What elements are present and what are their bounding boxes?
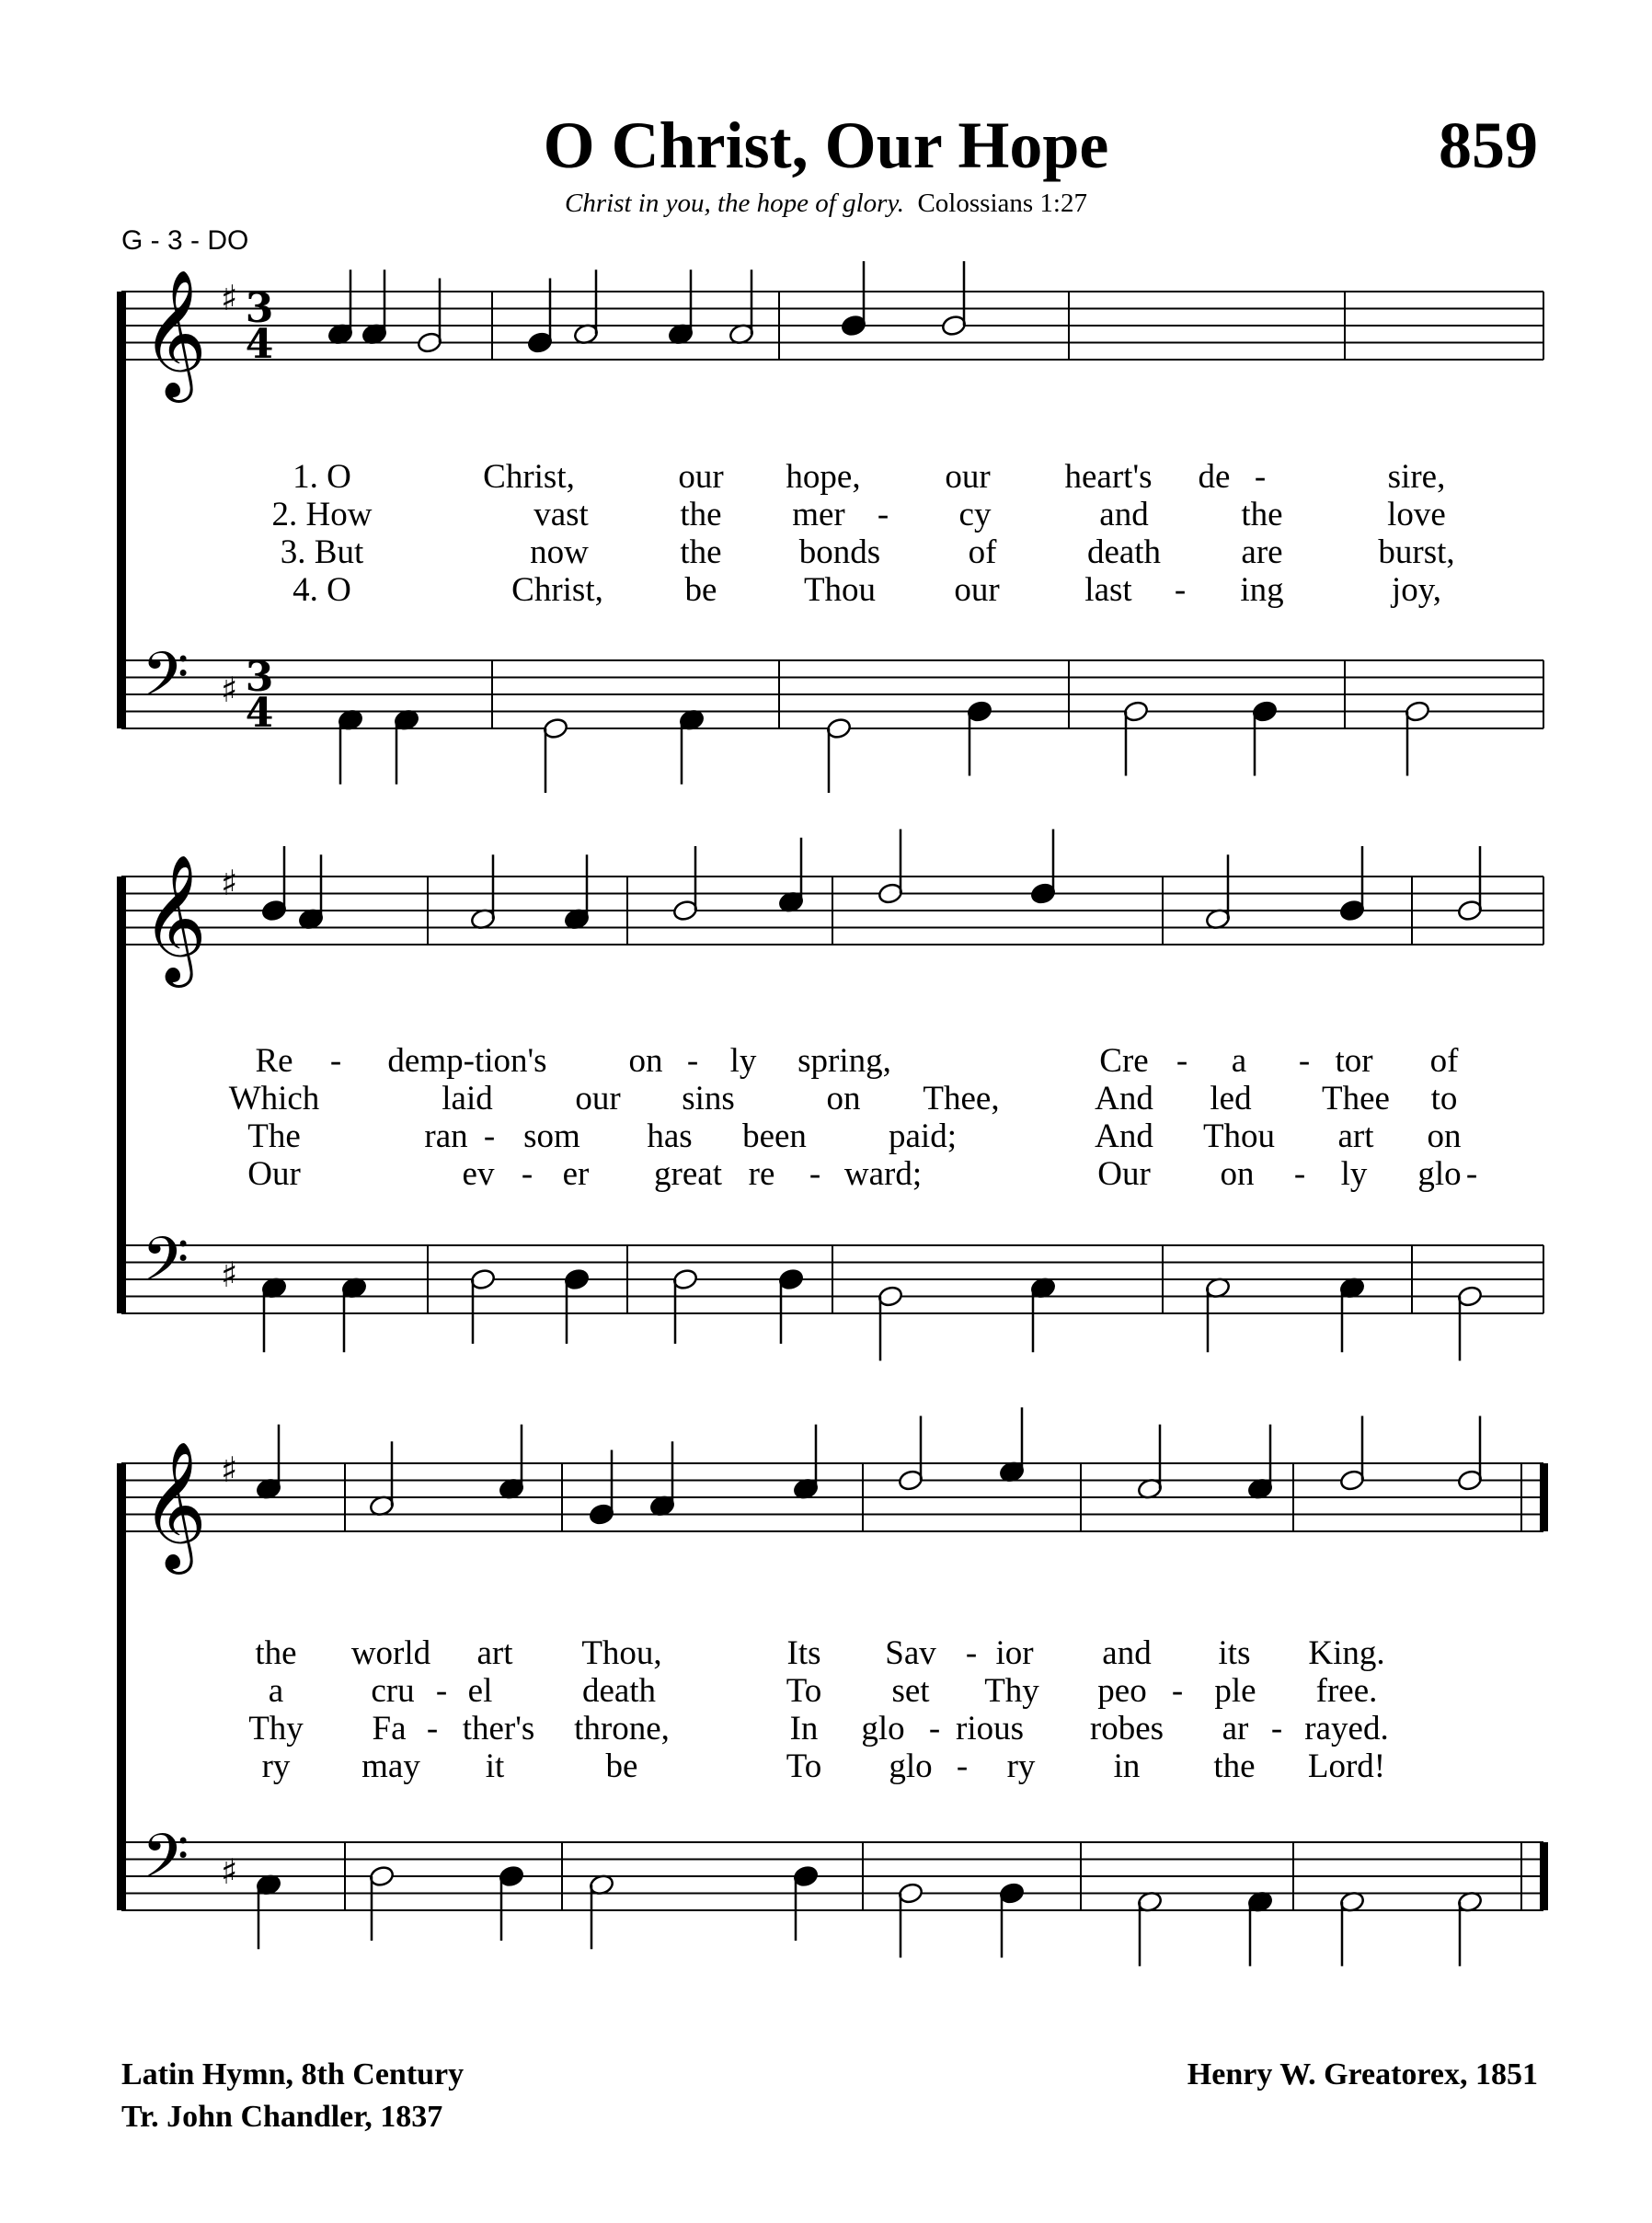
lyric-syllable: world xyxy=(350,1634,431,1672)
lyric-syllable: Thou xyxy=(1202,1117,1276,1155)
lyric-syllable: throne, xyxy=(574,1710,670,1747)
lyric-syllable: 4. O xyxy=(293,571,351,609)
lyric-syllable: - xyxy=(686,1042,699,1080)
lyric-syllable: a xyxy=(268,1672,284,1710)
music-credit: Henry W. Greatorex, 1851 xyxy=(1187,2057,1538,2091)
lyric-syllable: - xyxy=(1465,1155,1478,1193)
lyric-syllable: ward; xyxy=(843,1155,923,1193)
treble-clef-icon: 𝄞 xyxy=(142,854,207,982)
lyric-syllable: Fa xyxy=(372,1710,407,1747)
lyric-syllable: on xyxy=(628,1042,663,1080)
lyric-syllable: great xyxy=(654,1155,722,1193)
lyric-syllable: rayed. xyxy=(1304,1710,1389,1747)
lyric-syllable: ple xyxy=(1214,1672,1256,1710)
lyric-syllable: vast xyxy=(533,496,589,533)
lyric-syllable: hope, xyxy=(786,458,861,496)
lyric-syllable: To xyxy=(786,1672,822,1710)
lyric-syllable: on xyxy=(1427,1117,1462,1155)
lyric-syllable: its xyxy=(1218,1634,1251,1672)
lyric-syllable: - xyxy=(1293,1155,1306,1193)
lyric-syllable: - xyxy=(435,1672,448,1710)
lyric-syllable: it xyxy=(485,1747,505,1785)
lyric-syllable: laid xyxy=(442,1080,493,1117)
hymn-number: 859 xyxy=(1439,109,1538,182)
key-signature: G - 3 - DO xyxy=(121,225,249,256)
lyric-syllable: the xyxy=(255,1634,297,1672)
lyric-syllable: And xyxy=(1095,1117,1153,1155)
lyric-syllable: the xyxy=(680,533,722,571)
lyric-syllable: the xyxy=(1213,1747,1256,1785)
lyric-syllable: - xyxy=(1298,1042,1311,1080)
lyric-syllable: ly xyxy=(729,1042,757,1080)
lyric-syllable: joy, xyxy=(1391,571,1442,609)
lyric-syllable: - xyxy=(1174,571,1187,609)
lyric-syllable: Thee xyxy=(1322,1080,1390,1117)
lyric-syllable: on xyxy=(826,1080,861,1117)
sharp-icon: ♯ xyxy=(221,1851,238,1892)
lyric-syllable: sire, xyxy=(1387,458,1446,496)
lyric-syllable: - xyxy=(928,1710,941,1747)
lyric-syllable: ly xyxy=(1340,1155,1368,1193)
lyric-syllable: Its xyxy=(786,1634,821,1672)
lyric-syllable: rious xyxy=(956,1710,1024,1747)
lyric-syllable: the xyxy=(680,496,722,533)
bass-clef-icon: 𝄢 xyxy=(142,639,189,725)
lyric-syllable: tor xyxy=(1335,1042,1373,1080)
lyric-syllable: ry xyxy=(261,1747,291,1785)
lyric-syllable: - xyxy=(1254,458,1267,496)
final-barline xyxy=(1540,1463,1548,1531)
words-credit-line2: Tr. John Chandler, 1837 xyxy=(121,2100,443,2134)
lyric-syllable: - xyxy=(965,1634,978,1672)
lyric-syllable: Christ, xyxy=(511,571,603,609)
words-credit-line1: Latin Hymn, 8th Century xyxy=(121,2057,465,2091)
lyric-syllable: - xyxy=(426,1710,439,1747)
lyric-syllable: And xyxy=(1095,1080,1153,1117)
lyric-syllable: peo xyxy=(1097,1672,1147,1710)
lyric-syllable: ar xyxy=(1222,1710,1249,1747)
lyric-syllable: 1. O xyxy=(293,458,351,496)
lyric-syllable: - xyxy=(956,1747,969,1785)
lyric-syllable: 2. How xyxy=(271,496,373,533)
treble-clef-icon: 𝄞 xyxy=(142,1441,207,1569)
lyric-syllable: ior xyxy=(995,1634,1034,1672)
lyric-syllable: cru xyxy=(371,1672,415,1710)
lyric-syllable: som xyxy=(523,1117,580,1155)
lyric-syllable: - xyxy=(483,1117,496,1155)
lyric-syllable: Thy xyxy=(984,1672,1039,1710)
lyric-syllable: ran xyxy=(424,1117,468,1155)
hymn-title: O Christ, Our Hope xyxy=(543,109,1109,182)
lyric-syllable: Christ, xyxy=(483,458,575,496)
lyric-syllable: art xyxy=(476,1634,513,1672)
lyric-syllable: Thou, xyxy=(581,1634,662,1672)
lyric-syllable: spring, xyxy=(797,1042,891,1080)
sharp-icon: ♯ xyxy=(221,1255,238,1295)
lyric-syllable: In xyxy=(789,1710,819,1747)
final-barline xyxy=(1540,1842,1548,1910)
lyric-syllable: a xyxy=(1231,1042,1247,1080)
lyric-syllable: heart's xyxy=(1064,458,1153,496)
lyric-syllable: Our xyxy=(247,1155,301,1193)
lyric-syllable: re xyxy=(748,1155,775,1193)
lyric-syllable: be xyxy=(605,1747,638,1785)
lyric-syllable: free. xyxy=(1315,1672,1378,1710)
lyric-syllable: art xyxy=(1337,1117,1374,1155)
lyric-syllable: burst, xyxy=(1378,533,1455,571)
lyric-syllable: Thy xyxy=(248,1710,304,1747)
lyric-syllable: - xyxy=(1171,1672,1184,1710)
sharp-icon: ♯ xyxy=(221,1450,238,1490)
lyric-syllable: - xyxy=(1176,1042,1188,1080)
lyric-syllable: led xyxy=(1210,1080,1252,1117)
lyric-syllable: - xyxy=(877,496,889,533)
lyric-syllable: Sav xyxy=(885,1634,936,1672)
lyric-syllable: Cre xyxy=(1099,1042,1149,1080)
lyric-syllable: to xyxy=(1430,1080,1458,1117)
lyric-syllable: death xyxy=(1086,533,1162,571)
lyric-syllable: death xyxy=(581,1672,657,1710)
lyric-syllable: King. xyxy=(1308,1634,1385,1672)
lyric-syllable: de xyxy=(1198,458,1231,496)
lyric-syllable: and xyxy=(1099,496,1149,533)
lyric-syllable: 3. But xyxy=(280,533,364,571)
lyric-syllable: cy xyxy=(958,496,992,533)
lyric-syllable: of xyxy=(968,533,997,571)
lyric-syllable: are xyxy=(1241,533,1283,571)
lyric-syllable: er xyxy=(562,1155,590,1193)
lyric-syllable: glo xyxy=(889,1747,933,1785)
lyric-syllable: Thou xyxy=(803,571,877,609)
lyric-syllable: set xyxy=(891,1672,930,1710)
lyric-syllable: the xyxy=(1241,496,1283,533)
lyric-syllable: - xyxy=(521,1155,533,1193)
lyric-syllable: last xyxy=(1084,571,1132,609)
sharp-icon: ♯ xyxy=(221,278,238,318)
lyric-syllable: love xyxy=(1387,496,1446,533)
lyric-syllable: Lord! xyxy=(1307,1747,1386,1785)
lyric-syllable: mer xyxy=(792,496,845,533)
lyric-syllable: our xyxy=(945,458,991,496)
sharp-icon: ♯ xyxy=(221,670,238,710)
epigraph-text: Christ in you, the hope of glory. xyxy=(565,189,904,218)
bass-clef-icon: 𝄢 xyxy=(142,1821,189,1907)
lyric-syllable: now xyxy=(530,533,589,571)
sharp-icon: ♯ xyxy=(221,863,238,903)
time-signature-top: 3 xyxy=(245,285,274,332)
lyric-syllable: paid; xyxy=(889,1117,957,1155)
lyric-syllable: has xyxy=(647,1117,693,1155)
lyric-syllable: ry xyxy=(1006,1747,1036,1785)
lyric-syllable: of xyxy=(1429,1042,1459,1080)
lyric-syllable: robes xyxy=(1089,1710,1164,1747)
lyric-syllable: Which xyxy=(228,1080,320,1117)
time-signature-bottom: 4 xyxy=(245,321,274,368)
lyric-syllable: - xyxy=(1270,1710,1283,1747)
lyric-syllable: ev xyxy=(462,1155,495,1193)
lyric-syllable: el xyxy=(467,1672,493,1710)
lyric-syllable: ing xyxy=(1240,571,1284,609)
lyric-syllable: been xyxy=(742,1117,807,1155)
lyric-syllable: our xyxy=(954,571,1000,609)
lyric-syllable: Our xyxy=(1097,1155,1151,1193)
lyric-syllable: Thee, xyxy=(923,1080,1000,1117)
time-signature-top: 3 xyxy=(245,654,274,701)
bass-clef-icon: 𝄢 xyxy=(142,1224,189,1310)
lyric-syllable: glo xyxy=(861,1710,905,1747)
lyric-syllable: Re xyxy=(255,1042,293,1080)
lyric-syllable: The xyxy=(247,1117,301,1155)
lyric-syllable: and xyxy=(1102,1634,1152,1672)
lyric-syllable: our xyxy=(678,458,724,496)
lyric-syllable: To xyxy=(786,1747,822,1785)
lyric-syllable: on xyxy=(1220,1155,1255,1193)
lyric-syllable: our xyxy=(575,1080,621,1117)
lyric-syllable: glo xyxy=(1417,1155,1462,1193)
time-signature-bottom: 4 xyxy=(245,690,274,737)
lyric-syllable: - xyxy=(329,1042,342,1080)
epigraph-ref: Colossians 1:27 xyxy=(917,189,1087,218)
lyric-syllable: - xyxy=(809,1155,821,1193)
lyric-syllable: be xyxy=(684,571,717,609)
lyric-syllable: may xyxy=(361,1747,420,1785)
lyric-syllable: sins xyxy=(682,1080,735,1117)
lyric-syllable: in xyxy=(1113,1747,1141,1785)
lyric-syllable: bonds xyxy=(798,533,881,571)
treble-clef-icon: 𝄞 xyxy=(142,269,207,397)
lyric-syllable: demp-tion's xyxy=(387,1042,547,1080)
lyric-syllable: ther's xyxy=(462,1710,535,1747)
